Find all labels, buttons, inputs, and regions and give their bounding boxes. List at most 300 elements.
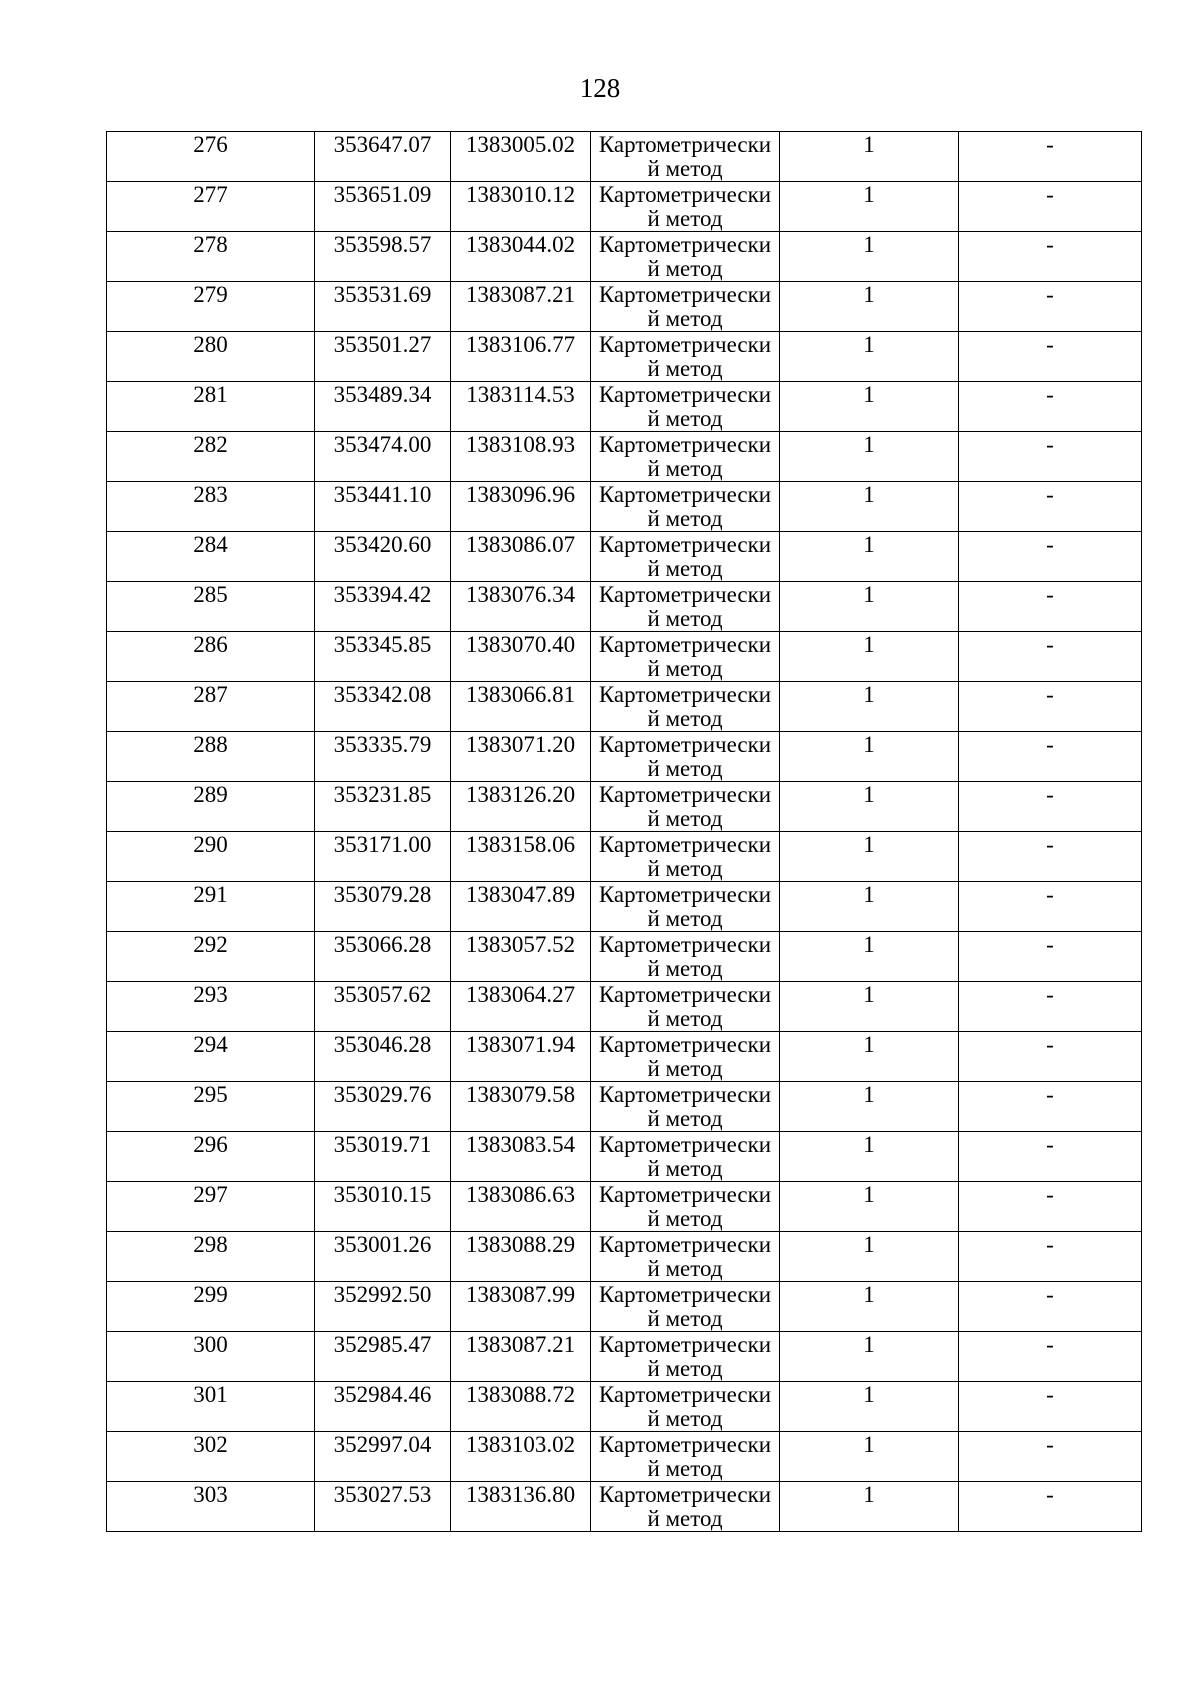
y-coordinate-cell	[451, 882, 591, 932]
y-coordinate-cell	[451, 1432, 591, 1482]
method-cell	[591, 1082, 780, 1132]
y-coordinate-cell-text: 1383071.94	[465, 1032, 576, 1057]
accuracy-cell-text: 1	[863, 682, 875, 707]
point-number-cell-text: 290	[193, 832, 228, 857]
point-number-cell-text: 299	[193, 1282, 228, 1307]
x-coordinate-cell-text: 353001.26	[333, 1232, 432, 1257]
accuracy-cell-text: 1	[863, 1232, 875, 1257]
y-coordinate-cell	[451, 1482, 591, 1532]
y-coordinate-cell-text: 1383088.72	[465, 1382, 576, 1407]
point-number-cell-text: 286	[193, 632, 228, 657]
point-number-cell	[107, 982, 315, 1032]
note-cell	[959, 132, 1142, 182]
note-cell-text: -	[1046, 582, 1054, 607]
x-coordinate-cell	[315, 732, 451, 782]
accuracy-cell-text: 1	[863, 182, 875, 207]
note-cell	[959, 1132, 1142, 1182]
note-cell	[959, 982, 1142, 1032]
method-cell	[591, 482, 780, 532]
table-row	[107, 1382, 1142, 1432]
note-cell-text: -	[1046, 932, 1054, 957]
y-coordinate-cell-text: 1383087.21	[465, 282, 576, 307]
point-number-cell	[107, 582, 315, 632]
y-coordinate-cell	[451, 432, 591, 482]
method-cell	[591, 1432, 780, 1482]
accuracy-cell	[780, 132, 959, 182]
note-cell-text: -	[1046, 1232, 1054, 1257]
x-coordinate-cell-text: 353501.27	[333, 332, 432, 357]
method-cell-text: Картометрически й метод	[598, 232, 772, 281]
method-cell-text: Картометрически й метод	[598, 132, 772, 181]
point-number-cell-text: 296	[193, 1132, 228, 1157]
accuracy-cell	[780, 532, 959, 582]
point-number-cell	[107, 1182, 315, 1232]
note-cell	[959, 1282, 1142, 1332]
point-number-cell-text: 287	[193, 682, 228, 707]
note-cell	[959, 1482, 1142, 1532]
method-cell-text: Картометрически й метод	[598, 332, 772, 381]
x-coordinate-cell-text: 353046.28	[333, 1032, 432, 1057]
method-cell	[591, 932, 780, 982]
method-cell-text: Картометрически й метод	[598, 682, 772, 731]
table-row	[107, 432, 1142, 482]
table-row	[107, 982, 1142, 1032]
accuracy-cell	[780, 1432, 959, 1482]
point-number-cell	[107, 1082, 315, 1132]
note-cell-text: -	[1046, 1482, 1054, 1507]
accuracy-cell	[780, 482, 959, 532]
x-coordinate-cell	[315, 282, 451, 332]
accuracy-cell-text: 1	[863, 482, 875, 507]
y-coordinate-cell	[451, 1032, 591, 1082]
note-cell-text: -	[1046, 1432, 1054, 1457]
note-cell	[959, 1082, 1142, 1132]
note-cell-text: -	[1046, 1282, 1054, 1307]
accuracy-cell	[780, 682, 959, 732]
note-cell-text: -	[1046, 782, 1054, 807]
note-cell-text: -	[1046, 1332, 1054, 1357]
note-cell	[959, 1432, 1142, 1482]
note-cell	[959, 232, 1142, 282]
accuracy-cell-text: 1	[863, 282, 875, 307]
method-cell-text: Картометрически й метод	[598, 882, 772, 931]
note-cell	[959, 1032, 1142, 1082]
x-coordinate-cell-text: 353019.71	[333, 1132, 432, 1157]
accuracy-cell	[780, 1482, 959, 1532]
point-number-cell-text: 277	[193, 182, 228, 207]
point-number-cell-text: 294	[193, 1032, 228, 1057]
y-coordinate-cell	[451, 982, 591, 1032]
note-cell-text: -	[1046, 882, 1054, 907]
accuracy-cell	[780, 182, 959, 232]
y-coordinate-cell-text: 1383086.07	[465, 532, 576, 557]
point-number-cell-text: 278	[193, 232, 228, 257]
note-cell	[959, 282, 1142, 332]
note-cell	[959, 732, 1142, 782]
method-cell-text: Картометрически й метод	[598, 532, 772, 581]
point-number-cell	[107, 332, 315, 382]
x-coordinate-cell	[315, 1232, 451, 1282]
y-coordinate-cell	[451, 282, 591, 332]
y-coordinate-cell	[451, 1382, 591, 1432]
method-cell	[591, 1382, 780, 1432]
point-number-cell-text: 293	[193, 982, 228, 1007]
y-coordinate-cell	[451, 132, 591, 182]
x-coordinate-cell	[315, 782, 451, 832]
x-coordinate-cell	[315, 582, 451, 632]
note-cell	[959, 1182, 1142, 1232]
accuracy-cell	[780, 632, 959, 682]
method-cell-text: Картометрически й метод	[598, 832, 772, 881]
accuracy-cell	[780, 1132, 959, 1182]
point-number-cell-text: 283	[193, 482, 228, 507]
note-cell-text: -	[1046, 482, 1054, 507]
table-row	[107, 382, 1142, 432]
method-cell-text: Картометрически й метод	[598, 482, 772, 531]
y-coordinate-cell	[451, 1132, 591, 1182]
note-cell	[959, 332, 1142, 382]
y-coordinate-cell	[451, 632, 591, 682]
method-cell	[591, 1482, 780, 1532]
method-cell	[591, 1182, 780, 1232]
accuracy-cell-text: 1	[863, 382, 875, 407]
x-coordinate-cell-text: 353066.28	[333, 932, 432, 957]
method-cell-text: Картометрически й метод	[598, 1482, 772, 1531]
x-coordinate-cell	[315, 532, 451, 582]
point-number-cell	[107, 932, 315, 982]
table-row	[107, 782, 1142, 832]
method-cell	[591, 882, 780, 932]
accuracy-cell	[780, 1232, 959, 1282]
note-cell	[959, 182, 1142, 232]
y-coordinate-cell	[451, 1232, 591, 1282]
accuracy-cell	[780, 582, 959, 632]
accuracy-cell-text: 1	[863, 432, 875, 457]
accuracy-cell-text: 1	[863, 932, 875, 957]
x-coordinate-cell-text: 353345.85	[333, 632, 432, 657]
method-cell	[591, 1132, 780, 1182]
point-number-cell-text: 288	[193, 732, 228, 757]
y-coordinate-cell	[451, 482, 591, 532]
method-cell	[591, 532, 780, 582]
note-cell	[959, 532, 1142, 582]
table-row	[107, 132, 1142, 182]
y-coordinate-cell-text: 1383070.40	[465, 632, 576, 657]
note-cell	[959, 432, 1142, 482]
point-number-cell	[107, 282, 315, 332]
point-number-cell	[107, 482, 315, 532]
x-coordinate-cell	[315, 1282, 451, 1332]
x-coordinate-cell	[315, 1382, 451, 1432]
x-coordinate-cell	[315, 1082, 451, 1132]
method-cell	[591, 332, 780, 382]
accuracy-cell-text: 1	[863, 982, 875, 1007]
method-cell	[591, 582, 780, 632]
note-cell-text: -	[1046, 332, 1054, 357]
y-coordinate-cell	[451, 832, 591, 882]
method-cell-text: Картометрически й метод	[598, 1332, 772, 1381]
point-number-cell-text: 282	[193, 432, 228, 457]
point-number-cell-text: 281	[193, 382, 228, 407]
x-coordinate-cell	[315, 982, 451, 1032]
x-coordinate-cell	[315, 482, 451, 532]
y-coordinate-cell-text: 1383087.21	[465, 1332, 576, 1357]
accuracy-cell	[780, 1082, 959, 1132]
accuracy-cell	[780, 232, 959, 282]
y-coordinate-cell-text: 1383126.20	[465, 782, 576, 807]
y-coordinate-cell-text: 1383108.93	[465, 432, 576, 457]
method-cell	[591, 632, 780, 682]
accuracy-cell-text: 1	[863, 782, 875, 807]
point-number-cell-text: 289	[193, 782, 228, 807]
method-cell	[591, 282, 780, 332]
note-cell-text: -	[1046, 1132, 1054, 1157]
note-cell-text: -	[1046, 382, 1054, 407]
table-row	[107, 882, 1142, 932]
y-coordinate-cell	[451, 732, 591, 782]
note-cell	[959, 932, 1142, 982]
accuracy-cell	[780, 1032, 959, 1082]
y-coordinate-cell-text: 1383106.77	[465, 332, 576, 357]
x-coordinate-cell-text: 353010.15	[333, 1182, 432, 1207]
point-number-cell	[107, 782, 315, 832]
x-coordinate-cell	[315, 132, 451, 182]
method-cell	[591, 1282, 780, 1332]
method-cell-text: Картометрически й метод	[598, 182, 772, 231]
accuracy-cell-text: 1	[863, 1432, 875, 1457]
x-coordinate-cell-text: 353057.62	[333, 982, 432, 1007]
y-coordinate-cell-text: 1383005.02	[465, 132, 576, 157]
point-number-cell-text: 301	[193, 1382, 228, 1407]
table-row	[107, 332, 1142, 382]
note-cell	[959, 582, 1142, 632]
table-row	[107, 482, 1142, 532]
x-coordinate-cell-text: 353598.57	[333, 232, 432, 257]
table-body	[107, 132, 1142, 1532]
note-cell-text: -	[1046, 732, 1054, 757]
method-cell	[591, 682, 780, 732]
table-row	[107, 1332, 1142, 1382]
x-coordinate-cell	[315, 1032, 451, 1082]
x-coordinate-cell-text: 353474.00	[333, 432, 432, 457]
accuracy-cell-text: 1	[863, 1382, 875, 1407]
y-coordinate-cell	[451, 1082, 591, 1132]
x-coordinate-cell	[315, 832, 451, 882]
y-coordinate-cell-text: 1383044.02	[465, 232, 576, 257]
y-coordinate-cell-text: 1383088.29	[465, 1232, 576, 1257]
y-coordinate-cell	[451, 182, 591, 232]
accuracy-cell-text: 1	[863, 532, 875, 557]
point-number-cell	[107, 182, 315, 232]
point-number-cell-text: 297	[193, 1182, 228, 1207]
x-coordinate-cell	[315, 432, 451, 482]
y-coordinate-cell-text: 1383057.52	[465, 932, 576, 957]
method-cell-text: Картометрически й метод	[598, 932, 772, 981]
point-number-cell-text: 285	[193, 582, 228, 607]
y-coordinate-cell	[451, 932, 591, 982]
method-cell	[591, 382, 780, 432]
point-number-cell	[107, 232, 315, 282]
y-coordinate-cell	[451, 232, 591, 282]
accuracy-cell-text: 1	[863, 332, 875, 357]
y-coordinate-cell-text: 1383071.20	[465, 732, 576, 757]
y-coordinate-cell-text: 1383136.80	[465, 1482, 576, 1507]
accuracy-cell	[780, 982, 959, 1032]
point-number-cell	[107, 1232, 315, 1282]
y-coordinate-cell-text: 1383079.58	[465, 1082, 576, 1107]
accuracy-cell-text: 1	[863, 1332, 875, 1357]
y-coordinate-cell	[451, 582, 591, 632]
note-cell-text: -	[1046, 1182, 1054, 1207]
point-number-cell-text: 295	[193, 1082, 228, 1107]
method-cell-text: Картометрически й метод	[598, 1382, 772, 1431]
table-row	[107, 832, 1142, 882]
method-cell-text: Картометрически й метод	[598, 782, 772, 831]
accuracy-cell	[780, 1332, 959, 1382]
point-number-cell-text: 279	[193, 282, 228, 307]
point-number-cell-text: 302	[193, 1432, 228, 1457]
y-coordinate-cell-text: 1383096.96	[465, 482, 576, 507]
x-coordinate-cell-text: 352992.50	[333, 1282, 432, 1307]
method-cell	[591, 132, 780, 182]
point-number-cell	[107, 732, 315, 782]
table-row	[107, 1232, 1142, 1282]
point-number-cell	[107, 132, 315, 182]
accuracy-cell	[780, 1182, 959, 1232]
y-coordinate-cell-text: 1383066.81	[465, 682, 576, 707]
method-cell	[591, 182, 780, 232]
accuracy-cell-text: 1	[863, 832, 875, 857]
method-cell-text: Картометрически й метод	[598, 1082, 772, 1131]
accuracy-cell-text: 1	[863, 732, 875, 757]
x-coordinate-cell-text: 353647.07	[333, 132, 432, 157]
x-coordinate-cell	[315, 1182, 451, 1232]
method-cell-text: Картометрически й метод	[598, 1432, 772, 1481]
accuracy-cell	[780, 882, 959, 932]
point-number-cell	[107, 1432, 315, 1482]
note-cell-text: -	[1046, 282, 1054, 307]
table-row	[107, 532, 1142, 582]
method-cell-text: Картометрически й метод	[598, 982, 772, 1031]
note-cell	[959, 632, 1142, 682]
point-number-cell-text: 298	[193, 1232, 228, 1257]
accuracy-cell-text: 1	[863, 1182, 875, 1207]
point-number-cell	[107, 1132, 315, 1182]
accuracy-cell-text: 1	[863, 1482, 875, 1507]
note-cell-text: -	[1046, 182, 1054, 207]
table-row	[107, 682, 1142, 732]
accuracy-cell-text: 1	[863, 882, 875, 907]
note-cell-text: -	[1046, 532, 1054, 557]
method-cell-text: Картометрически й метод	[598, 432, 772, 481]
table-row	[107, 582, 1142, 632]
x-coordinate-cell	[315, 632, 451, 682]
y-coordinate-cell	[451, 1182, 591, 1232]
method-cell-text: Картометрически й метод	[598, 282, 772, 331]
x-coordinate-cell-text: 352984.46	[333, 1382, 432, 1407]
point-number-cell-text: 292	[193, 932, 228, 957]
x-coordinate-cell	[315, 232, 451, 282]
method-cell	[591, 832, 780, 882]
point-number-cell-text: 280	[193, 332, 228, 357]
y-coordinate-cell	[451, 532, 591, 582]
accuracy-cell	[780, 932, 959, 982]
note-cell-text: -	[1046, 232, 1054, 257]
y-coordinate-cell-text: 1383047.89	[465, 882, 576, 907]
note-cell	[959, 1332, 1142, 1382]
method-cell-text: Картометрически й метод	[598, 1282, 772, 1331]
note-cell	[959, 782, 1142, 832]
x-coordinate-cell-text: 353027.53	[333, 1482, 432, 1507]
note-cell	[959, 382, 1142, 432]
note-cell	[959, 682, 1142, 732]
x-coordinate-cell-text: 353342.08	[333, 682, 432, 707]
method-cell	[591, 232, 780, 282]
accuracy-cell	[780, 282, 959, 332]
point-number-cell	[107, 532, 315, 582]
point-number-cell-text: 284	[193, 532, 228, 557]
y-coordinate-cell-text: 1383010.12	[465, 182, 576, 207]
accuracy-cell-text: 1	[863, 132, 875, 157]
x-coordinate-cell-text: 353651.09	[333, 182, 432, 207]
y-coordinate-cell-text: 1383076.34	[465, 582, 576, 607]
point-number-cell	[107, 1482, 315, 1532]
table-row	[107, 632, 1142, 682]
point-number-cell	[107, 832, 315, 882]
x-coordinate-cell	[315, 932, 451, 982]
table-row	[107, 232, 1142, 282]
accuracy-cell	[780, 1282, 959, 1332]
accuracy-cell	[780, 832, 959, 882]
x-coordinate-cell	[315, 182, 451, 232]
x-coordinate-cell-text: 352985.47	[333, 1332, 432, 1357]
y-coordinate-cell-text: 1383083.54	[465, 1132, 576, 1157]
note-cell	[959, 1382, 1142, 1432]
x-coordinate-cell-text: 353441.10	[333, 482, 432, 507]
accuracy-cell	[780, 782, 959, 832]
note-cell-text: -	[1046, 1382, 1054, 1407]
accuracy-cell	[780, 382, 959, 432]
accuracy-cell-text: 1	[863, 1032, 875, 1057]
y-coordinate-cell-text: 1383103.02	[465, 1432, 576, 1457]
y-coordinate-cell	[451, 1282, 591, 1332]
y-coordinate-cell	[451, 782, 591, 832]
note-cell-text: -	[1046, 982, 1054, 1007]
point-number-cell	[107, 882, 315, 932]
x-coordinate-cell	[315, 1482, 451, 1532]
note-cell-text: -	[1046, 632, 1054, 657]
x-coordinate-cell	[315, 332, 451, 382]
y-coordinate-cell-text: 1383114.53	[466, 382, 575, 407]
y-coordinate-cell	[451, 382, 591, 432]
x-coordinate-cell-text: 353420.60	[333, 532, 432, 557]
method-cell	[591, 432, 780, 482]
method-cell-text: Картометрически й метод	[598, 1032, 772, 1081]
accuracy-cell	[780, 332, 959, 382]
point-number-cell-text: 303	[193, 1482, 228, 1507]
y-coordinate-cell-text: 1383086.63	[465, 1182, 576, 1207]
x-coordinate-cell-text: 352997.04	[333, 1432, 432, 1457]
table-row	[107, 1182, 1142, 1232]
table-row	[107, 1482, 1142, 1532]
method-cell-text: Картометрически й метод	[598, 732, 772, 781]
x-coordinate-cell-text: 353394.42	[333, 582, 432, 607]
method-cell	[591, 1032, 780, 1082]
y-coordinate-cell	[451, 332, 591, 382]
note-cell-text: -	[1046, 132, 1054, 157]
x-coordinate-cell	[315, 1432, 451, 1482]
method-cell	[591, 1232, 780, 1282]
